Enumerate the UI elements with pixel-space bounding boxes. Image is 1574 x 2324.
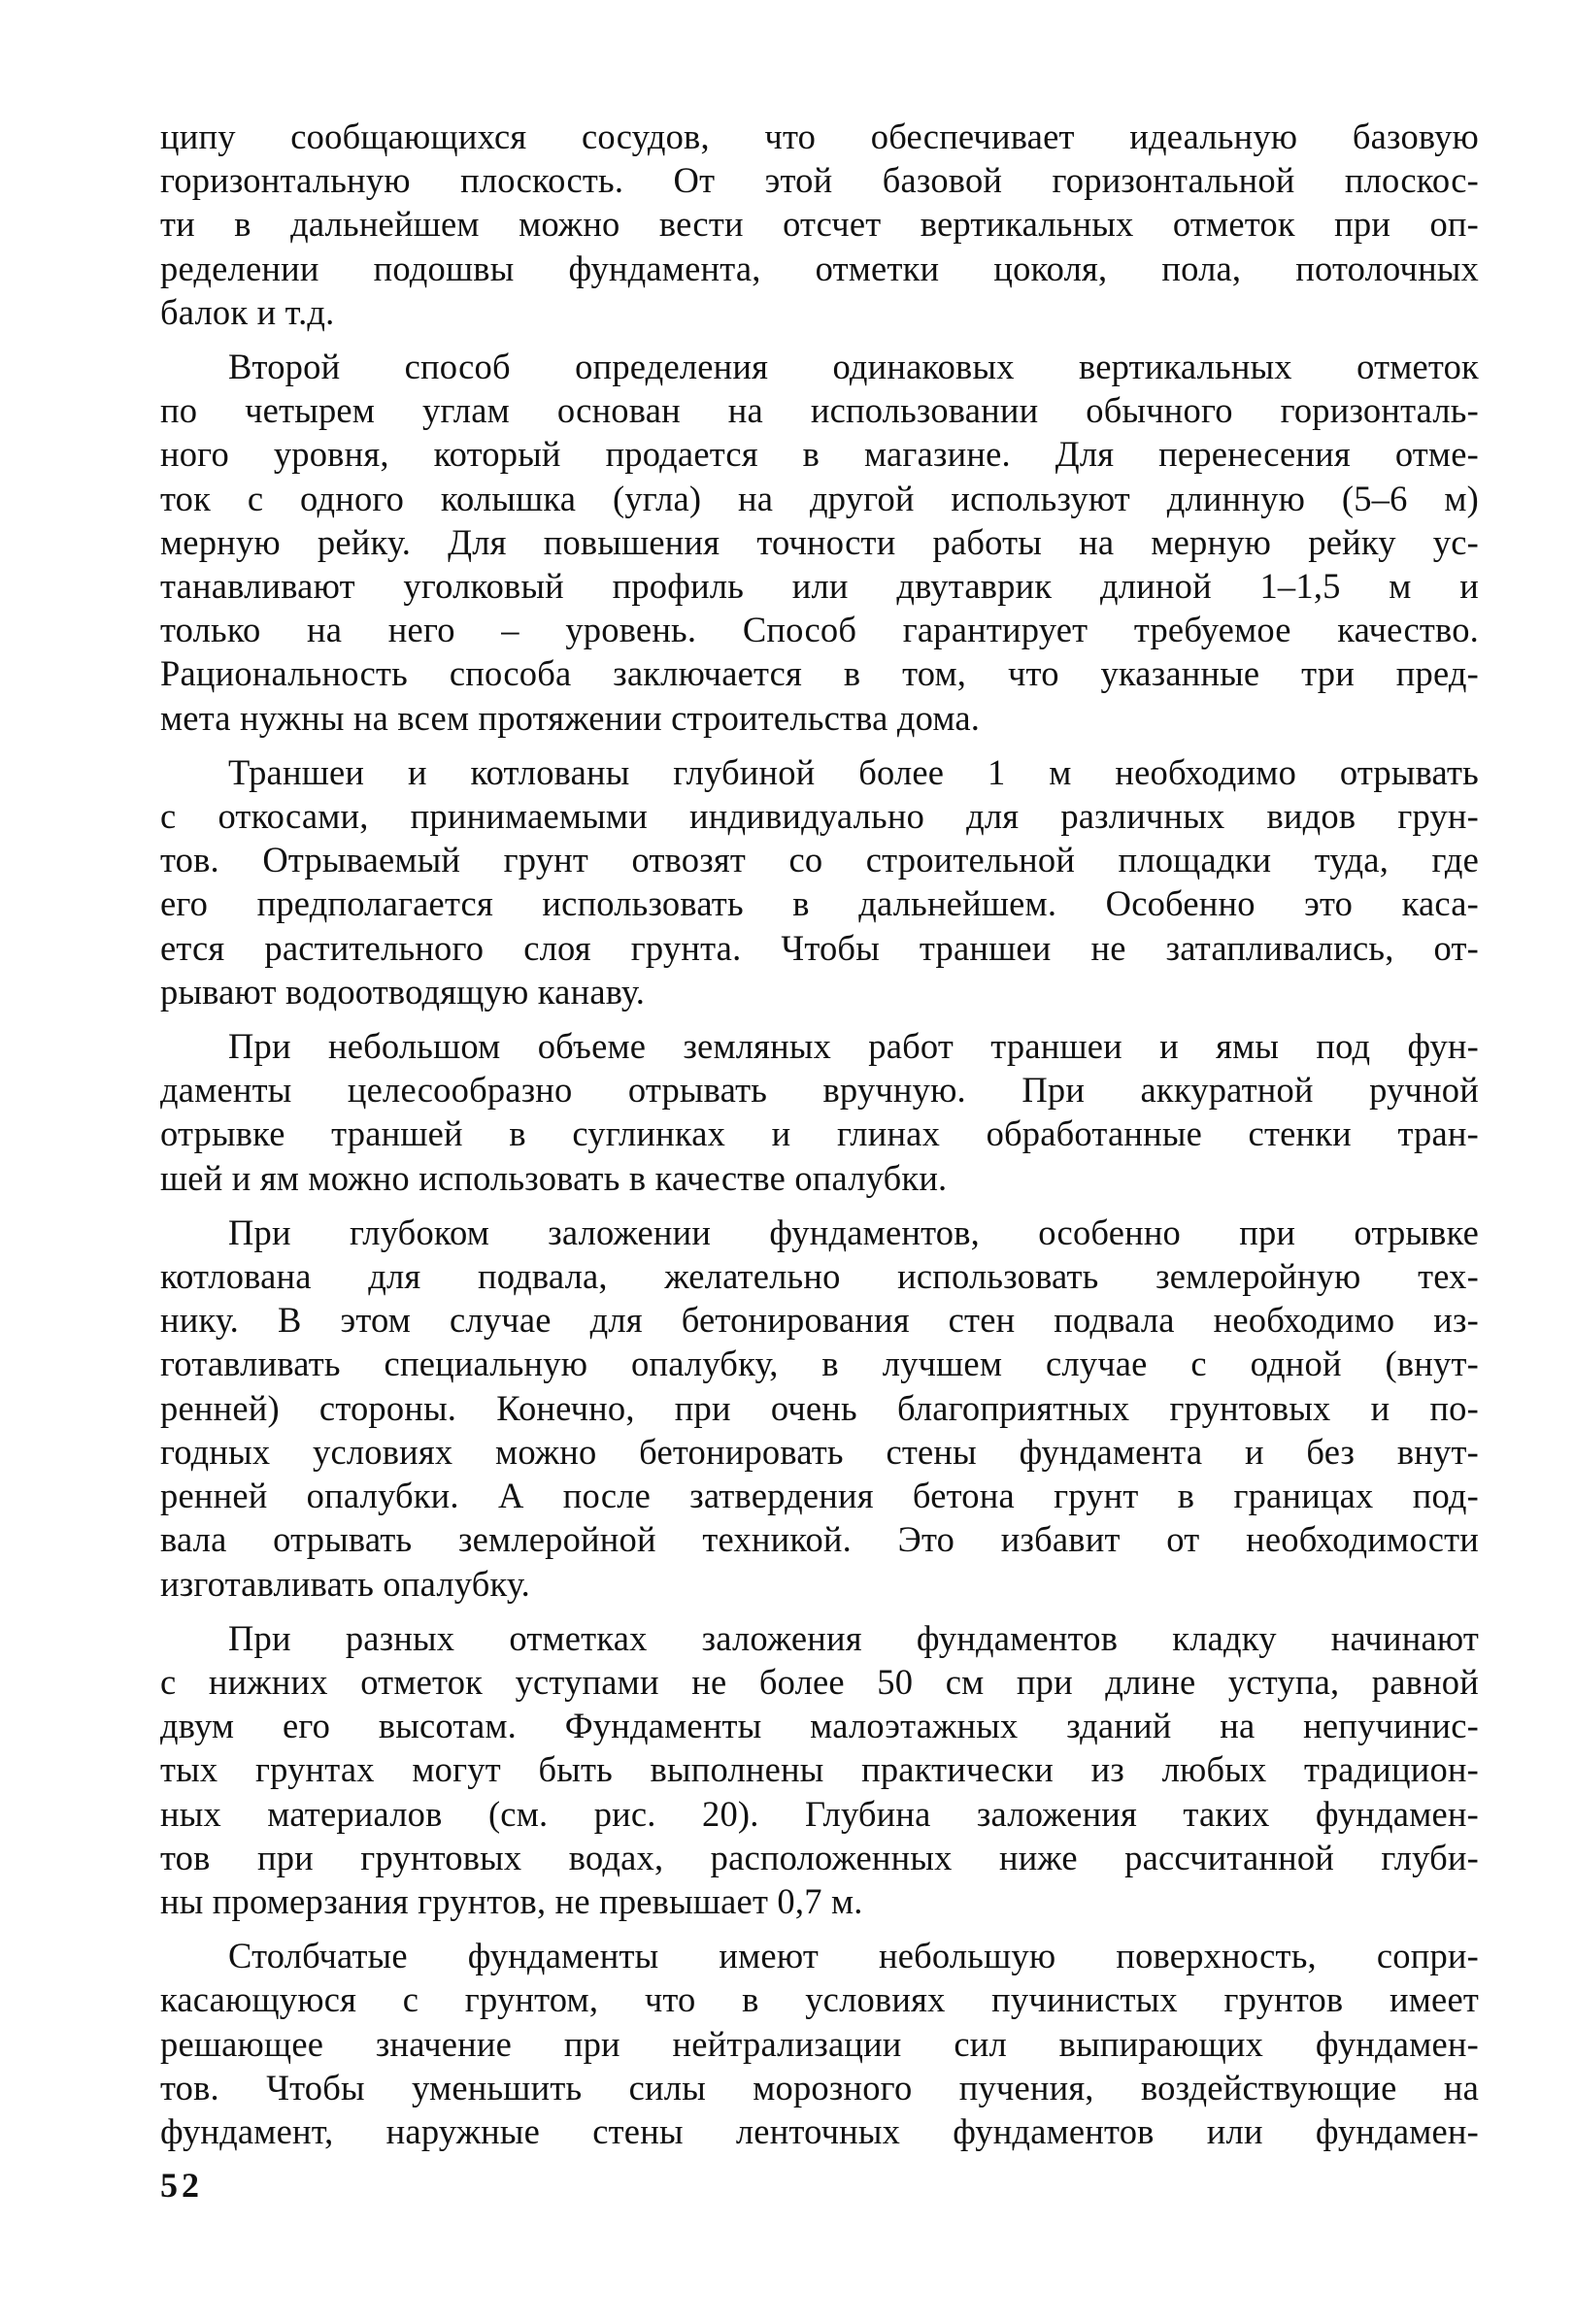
text-line: вала отрывать землеройной техникой. Это избавит от необходимости xyxy=(160,1519,1479,1560)
paragraph-3 xyxy=(160,750,1479,1013)
text-line: отрывке траншей в суглинках и глинах обработанные стенки тран- xyxy=(160,1113,1479,1154)
paragraph-6 xyxy=(160,1616,1479,1923)
text-line: При разных отметках заложения фундаментов кладку начинают xyxy=(228,1617,1479,1658)
text-line: горизонтальную плоскость. От этой базовой горизонтальной плоскос- xyxy=(160,160,1479,201)
text-line: с откосами, принимаемыми индивидуально для различных видов грун- xyxy=(160,796,1479,837)
text-line: тов. Чтобы уменьшить силы морозного пучения, воздействующие на xyxy=(160,2067,1479,2108)
text-line: Рациональность способа заключается в том, что указанные три пред- xyxy=(160,653,1479,694)
text-line: Столбчатые фундаменты имеют небольшую поверхность, сопри- xyxy=(228,1936,1479,1976)
text-line: его предполагается использовать в дальнейшем. Особенно это каса- xyxy=(160,883,1479,924)
text-line: тов при грунтовых водах, расположенных ниже рассчитанной глуби- xyxy=(160,1837,1479,1877)
text-line: При глубоком заложении фундаментов, особенно при отрывке xyxy=(228,1212,1479,1252)
paragraph-4 xyxy=(160,1024,1479,1200)
text-line: фундамент, наружные стены ленточных фундаментов или фундамен- xyxy=(160,2110,1479,2151)
text-line: котлована для подвала, желательно использовать землеройную тех- xyxy=(160,1256,1479,1297)
text-line: ного уровня, который продается в магазине. Для перенесения отме- xyxy=(160,434,1479,475)
text-line: мерную рейку. Для повышения точности работы на мерную рейку ус- xyxy=(160,521,1479,562)
text-line: нику. В этом случае для бетонирования стен подвала необходимо из- xyxy=(160,1300,1479,1341)
text-line: При небольшом объеме земляных работ траншеи и ямы под фун- xyxy=(228,1026,1479,1067)
text-line: тов. Отрываемый грунт отвозят со строительной площадки туда, где xyxy=(160,840,1479,880)
text-line: рывают водоотводящую канаву. xyxy=(160,971,646,1012)
text-line: готавливать специальную опалубку, в лучшем случае с одной (внут- xyxy=(160,1344,1479,1384)
text-line: только на него – уровень. Способ гарантирует требуемое качество. xyxy=(160,610,1479,650)
text-line: ных материалов (см. рис. 20). Глубина заложения таких фундамен- xyxy=(160,1793,1479,1834)
text-line: ределении подошвы фундамента, отметки цоколя, пола, потолочных xyxy=(160,248,1479,288)
page-text xyxy=(160,115,1479,2164)
text-line: Траншеи и котлованы глубиной более 1 м необходимо отрывать xyxy=(228,751,1479,792)
text-line: тых грунтах могут быть выполнены практически из любых традицион- xyxy=(160,1749,1479,1790)
paragraph-1 xyxy=(160,115,1479,334)
text-line: с нижних отметок уступами не более 50 см при длине уступа, равной xyxy=(160,1661,1479,1702)
text-line: ток с одного колышка (угла) на другой используют длинную (5–6 м) xyxy=(160,478,1479,518)
page-number: 52 xyxy=(160,2166,203,2205)
text-line: шей и ям можно использовать в качестве опалубки. xyxy=(160,1157,948,1198)
text-line: ренней) стороны. Конечно, при очень благоприятных грунтовых и по- xyxy=(160,1387,1479,1428)
text-line: двум его высотам. Фундаменты малоэтажных зданий на непучинис- xyxy=(160,1706,1479,1746)
text-line: решающее значение при нейтрализации сил выпирающих фундамен- xyxy=(160,2023,1479,2064)
text-line: ны промерзания грунтов, не превышает 0,7 м. xyxy=(160,1880,863,1921)
paragraph-5 xyxy=(160,1211,1479,1606)
text-line: танавливают уголковый профиль или двутаврик длиной 1–1,5 м и xyxy=(160,566,1479,607)
text-line: ципу сообщающихся сосудов, что обеспечивает идеальную базовую xyxy=(160,116,1479,156)
text-line: мета нужны на всем протяжении строительства дома. xyxy=(160,697,981,738)
text-line: Второй способ определения одинаковых вертикальных отметок xyxy=(228,347,1479,387)
text-line: годных условиях можно бетонировать стены фундамента и без внут- xyxy=(160,1431,1479,1472)
text-line: балок и т.д. xyxy=(160,291,335,332)
text-line: ренней опалубки. А после затвердения бетона грунт в границах под- xyxy=(160,1476,1479,1516)
text-line: изготавливать опалубку. xyxy=(160,1563,531,1604)
text-line: по четырем углам основан на использовании обычного горизонталь- xyxy=(160,390,1479,431)
paragraph-7 xyxy=(160,1934,1479,2153)
text-line: даменты целесообразно отрывать вручную. При аккуратной ручной xyxy=(160,1070,1479,1111)
text-line: ется растительного слоя грунта. Чтобы траншеи не затапливались, от- xyxy=(160,927,1479,968)
text-line: касающуюся с грунтом, что в условиях пучинистых грунтов имеет xyxy=(160,1979,1479,2020)
text-line: ти в дальнейшем можно вести отсчет вертикальных отметок при оп- xyxy=(160,204,1479,245)
paragraph-2 xyxy=(160,345,1479,740)
